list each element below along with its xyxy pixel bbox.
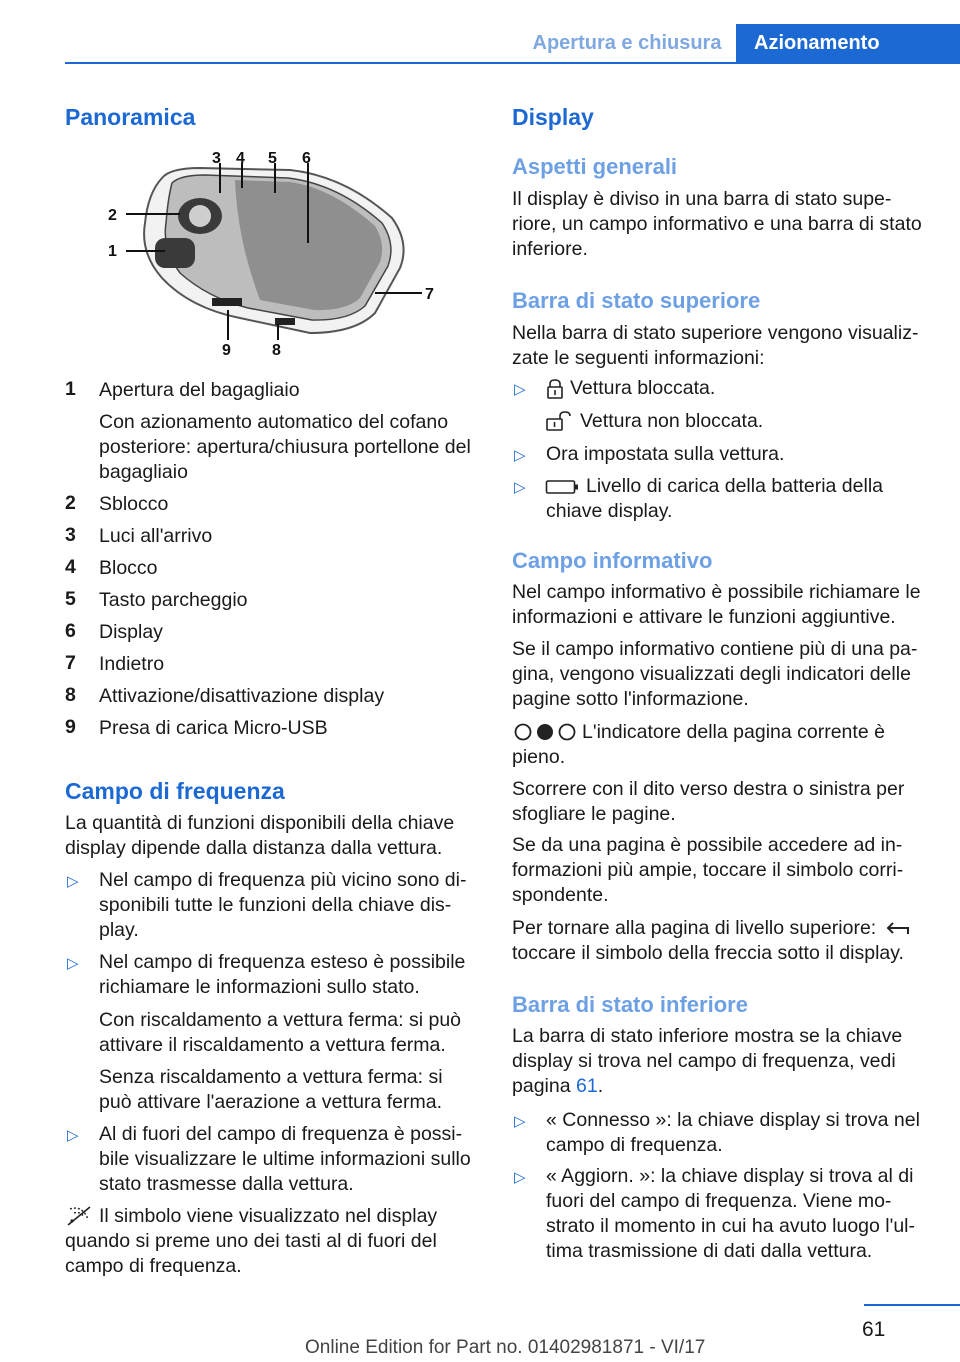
legend-subtext: Con azionamento automatico del cofano posteriore: apertura/chiusura portellone del bagagliaio: [99, 411, 471, 483]
general-text: Il display è diviso in una barra di stato supe-riore, un campo informativo e una barra di stato inferiore.: [512, 188, 922, 260]
subsection-info-field: Campo informativo: [512, 548, 713, 573]
upper-item: Livello di carica della batteria della chiave display.: [546, 475, 884, 522]
bullet-triangle-icon: ▷: [514, 381, 526, 398]
fig-label-4: 4: [236, 150, 245, 167]
lock-open-icon: [545, 410, 573, 432]
upper-item: Ora impostata sulla vettura.: [546, 443, 785, 465]
fig-label-8: 8: [272, 342, 281, 359]
section-title-range: Campo di frequenza: [65, 778, 285, 804]
range-item: Al di fuori del campo di frequenza è possi-bile visualizzare le ultime informazioni sullo stato trasmesse dalla vettura.: [99, 1123, 471, 1195]
bullet-triangle-icon: ▷: [67, 873, 79, 890]
legend-text: Sblocco: [99, 493, 169, 515]
upper-item: Vettura non bloccata.: [580, 410, 764, 432]
fig-label-3: 3: [212, 150, 221, 167]
bullet-triangle-icon: ▷: [67, 955, 79, 972]
info-text: Per tornare alla pagina di livello superiore:: [512, 917, 877, 939]
fig-label-1: 1: [108, 243, 117, 260]
upper-item: Vettura bloccata.: [570, 377, 716, 399]
header-rule: [65, 62, 960, 64]
subsection-upper-bar: Barra di stato superiore: [512, 288, 761, 313]
range-item: Nel campo di frequenza più vicino sono di-sponibili tutte le funzioni della chiave dis-play.: [99, 869, 467, 941]
section-title-display: Display: [512, 104, 594, 130]
display-key-figure: [100, 148, 480, 363]
lower-text-body: La barra di stato inferiore mostra se la chiave display si trova nel campo di frequenza, vedi pagina: [512, 1025, 903, 1097]
out-of-range-signal-icon: [66, 1205, 92, 1227]
tab-azionamento[interactable]: Azionamento: [736, 24, 960, 64]
legend-number: 2: [65, 492, 76, 514]
bullet-triangle-icon: ▷: [514, 479, 526, 496]
legend-number: 6: [65, 620, 76, 642]
bullet-triangle-icon: ▷: [514, 1169, 526, 1186]
fig-label-2: 2: [108, 207, 117, 224]
info-text: Se da una pagina è possibile accedere ad in-formazioni più ampie, toccare il simbolo corri-spondente.: [512, 834, 904, 906]
lock-closed-icon: [545, 378, 565, 400]
info-text: Nel campo informativo è possibile richiamare le informazioni e attivare le funzioni aggiuntive.: [512, 581, 921, 628]
upper-text: Nella barra di stato superiore vengono visualiz-zate le seguenti informazioni:: [512, 322, 919, 369]
lower-item: « Connesso »: la chiave display si trova nel campo di frequenza.: [546, 1109, 920, 1156]
edition-note: Online Edition for Part no. 01402981871 - VI/17: [305, 1337, 706, 1358]
back-arrow-icon: [884, 918, 912, 938]
bullet-triangle-icon: ▷: [514, 1113, 526, 1130]
legend-number: 9: [65, 716, 76, 738]
tab-apertura-chiusura[interactable]: Apertura e chiusura: [532, 32, 722, 54]
legend-number: 5: [65, 588, 76, 610]
legend-text: Indietro: [99, 653, 165, 675]
fig-label-7: 7: [425, 286, 434, 303]
bullet-triangle-icon: ▷: [514, 447, 526, 464]
range-subitem: Senza riscaldamento a vettura ferma: si può attivare l'aerazione a vettura ferma.: [99, 1066, 443, 1113]
subsection-general: Aspetti generali: [512, 154, 678, 179]
legend-number: 8: [65, 684, 76, 706]
section-title-panoramica: Panoramica: [65, 104, 196, 130]
legend-text: Presa di carica Micro-USB: [99, 717, 328, 739]
legend-text: Luci all'arrivo: [99, 525, 213, 547]
page-number: 61: [862, 1318, 886, 1341]
range-item: Nel campo di frequenza esteso è possibile richiamare le informazioni sullo stato.: [99, 951, 466, 998]
fig-label-6: 6: [302, 150, 311, 167]
info-text: L'indicatore della pagina corrente è pieno.: [512, 721, 885, 768]
legend-text: Apertura del bagagliaio: [99, 379, 300, 401]
subsection-lower-bar: Barra di stato inferiore: [512, 992, 748, 1017]
symbol-note: Il simbolo viene visualizzato nel display quando si preme uno dei tasti al di fuori del campo di frequenza.: [65, 1205, 438, 1277]
legend-number: 7: [65, 652, 76, 674]
lower-item: « Aggiorn. »: la chiave display si trova al di fuori del campo di frequenza. Viene mo-strato il momento in cui ha avuto luogo l'ul-tima trasmissione di dati dalla vettura.: [546, 1165, 915, 1262]
fig-label-5: 5: [268, 150, 277, 167]
lower-text: La barra di stato inferiore mostra se la chiave display si trova nel campo di frequenza, vedi pagina 61.: [512, 1025, 903, 1097]
bullet-triangle-icon: ▷: [67, 1127, 79, 1144]
legend-text: Attivazione/disattivazione display: [99, 685, 385, 707]
footer-rule: [864, 1304, 960, 1306]
page-link[interactable]: 61: [575, 1075, 598, 1097]
info-text: toccare il simbolo della freccia sotto il display.: [512, 942, 904, 964]
legend-text: Blocco: [99, 557, 158, 579]
range-subitem: Con riscaldamento a vettura ferma: si può attivare il riscaldamento a vettura ferma.: [99, 1009, 462, 1056]
legend-number: 3: [65, 524, 76, 546]
legend-number: 1: [65, 378, 76, 400]
legend-text: Tasto parcheggio: [99, 589, 248, 611]
info-text: Scorrere con il dito verso destra o sinistra per sfogliare le pagine.: [512, 778, 905, 825]
fig-label-9: 9: [222, 342, 231, 359]
range-intro: La quantità di funzioni disponibili della chiave display dipende dalla distanza dalla vettura.: [65, 812, 455, 859]
info-text: Se il campo informativo contiene più di una pa-gina, vengono visualizzati degli indicatori delle pagine sotto l'informazione.: [512, 638, 918, 710]
legend-text: Display: [99, 621, 163, 643]
legend-number: 4: [65, 556, 76, 578]
